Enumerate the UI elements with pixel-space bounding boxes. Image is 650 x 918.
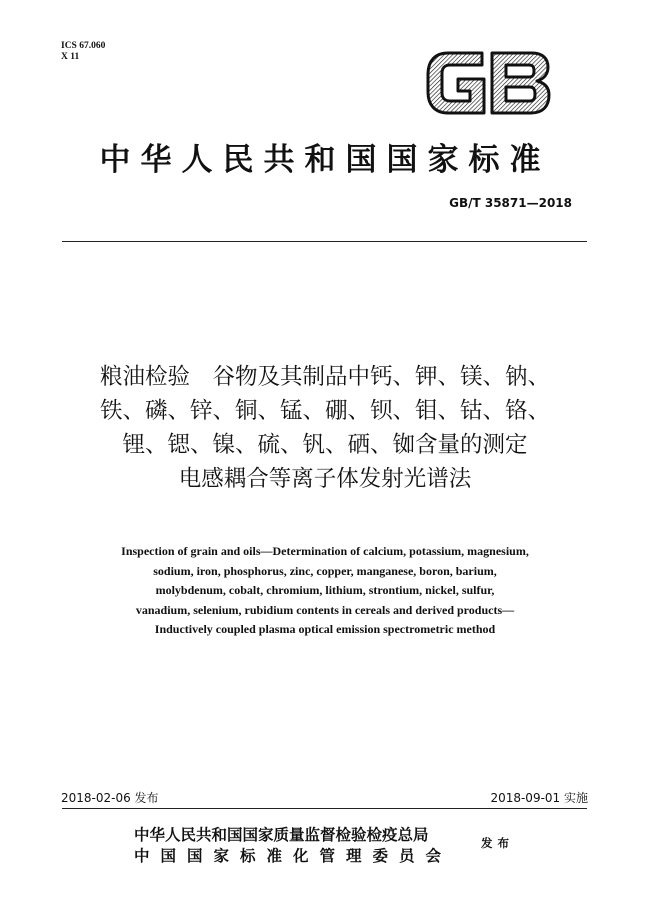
issue-date: 2018-02-06 发布	[61, 791, 159, 805]
bottom-divider	[62, 808, 587, 809]
logo-letter-b	[492, 53, 549, 113]
classification-codes	[61, 41, 105, 63]
english-title-line: Inspection of grain and oils—Determination of calcium, potassium, magnesium,	[121, 544, 529, 558]
publish-label: 发布	[481, 836, 514, 850]
standard-number: GB/T 35871—2018	[449, 196, 572, 210]
chinese-title-line: 锂、锶、镍、硫、钒、硒、铷含量的测定	[122, 432, 528, 458]
ccs-code: X 11	[61, 52, 80, 62]
english-title	[0, 542, 650, 640]
chinese-title-line: 粮油检验 谷物及其制品中钙、钾、镁、钠、	[99, 364, 550, 390]
gb-logo-icon	[424, 49, 552, 117]
issuing-authorities	[134, 824, 452, 866]
implement-date: 2018-09-01 实施	[490, 791, 588, 805]
chinese-title	[0, 360, 650, 496]
english-title-line: molybdenum, cobalt, chromium, lithium, strontium, nickel, sulfur,	[155, 583, 495, 597]
gb-logo-svg	[424, 49, 552, 117]
english-title-line: sodium, iron, phosphorus, zinc, copper, manganese, boron, barium,	[153, 563, 497, 578]
logo-letter-g	[428, 53, 484, 113]
top-divider	[62, 241, 587, 242]
chinese-title-line: 铁、磷、锌、铜、锰、硼、钡、钼、钴、铬、	[99, 398, 550, 424]
chinese-title-line: 电感耦合等离子体发射光谱法	[178, 466, 472, 492]
english-title-line: vanadium, selenium, rubidium contents in cereals and derived products—	[135, 602, 515, 617]
english-title-line: Inductively coupled plasma optical emission spectrometric method	[154, 622, 496, 636]
ics-code: ICS 67.060	[61, 41, 106, 51]
issuer-aqsiq: 中华人民共和国国家质量监督检验检疫总局	[134, 825, 429, 844]
standard-title: 中华人民共和国国家标准	[99, 142, 551, 178]
issuer-sac: 中国国家标准化管理委员会	[134, 846, 453, 865]
